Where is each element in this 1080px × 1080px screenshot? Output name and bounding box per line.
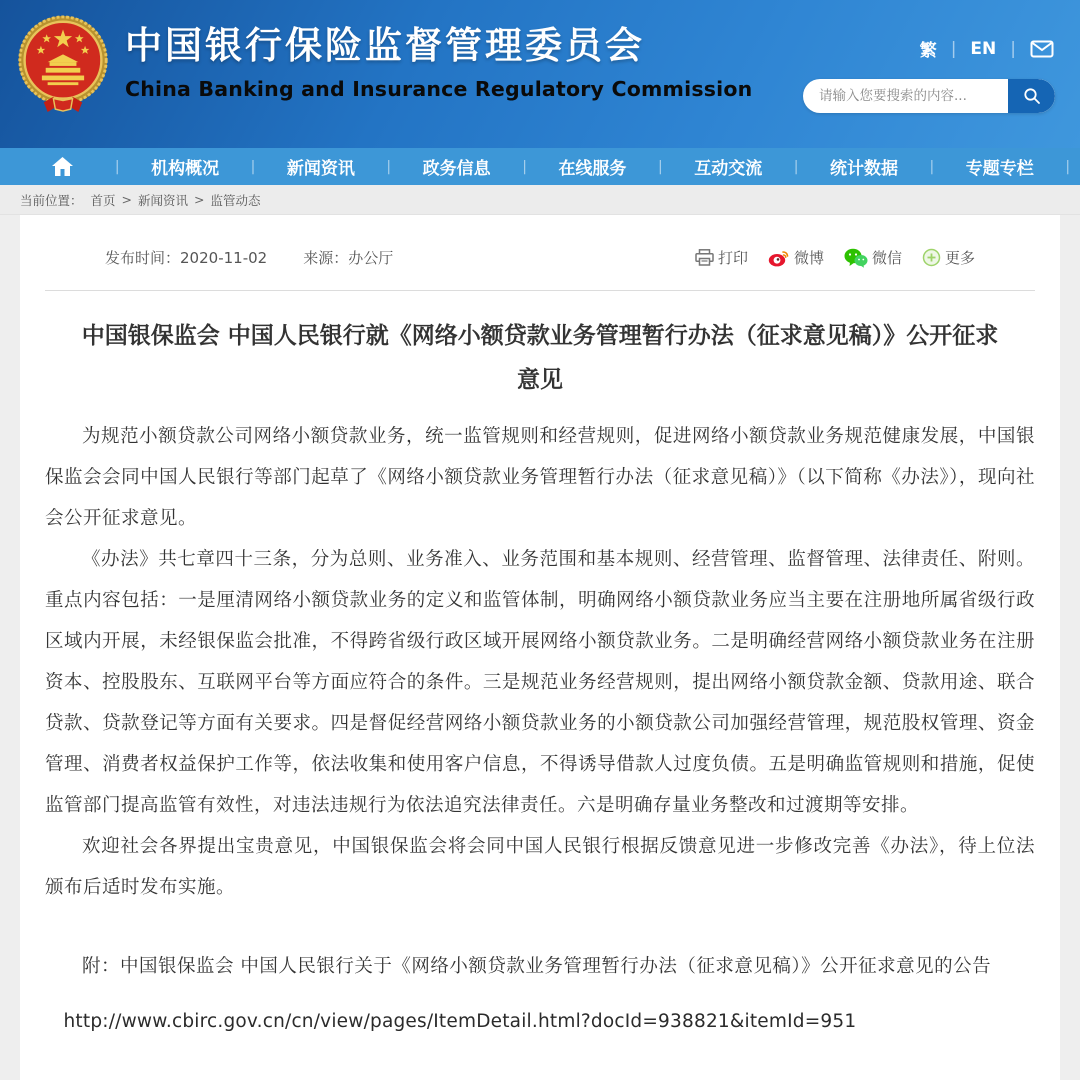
nav-separator: |: [929, 158, 935, 175]
article-paragraph: 《办法》共七章四十三条，分为总则、业务准入、业务范围和基本规则、经营管理、监督管理、法律责任、附则。重点内容包括：一是厘清网络小额贷款业务的定义和监管体制，明确网络小额贷款业务应当主要在注册地所属省级行政区域内开展，未经银保监会批准，不得跨省级行政区域开展网络小额贷款业务。二是明确经营网络小额贷款业务在注册资本、控股股东、互联网平台等方面应符合的条件。三是规范业务经营规则，提出网络小额贷款金额、贷款用途、联合贷款、贷款登记等方面有关要求。四是督促经营网络小额贷款业务的小额贷款公司加强经营管理，规范股权管理、资金管理、消费者权益保护工作等，依法收集和使用客户信息，不得诱导借款人过度负债。五是明确监管规则和措施，促使监管部门提高监管有效性，对违法违规行为依法追究法律责任。六是明确存量业务整改和过渡期等安排。: [45, 549, 1035, 817]
breadcrumb-separator: >: [194, 192, 205, 207]
nav-separator: |: [1065, 158, 1071, 175]
nav-separator: |: [114, 158, 120, 175]
publish-time: [105, 247, 267, 268]
print-button[interactable]: [695, 247, 748, 268]
breadcrumb-news[interactable]: 新闻资讯: [138, 192, 189, 208]
breadcrumb-separator: >: [121, 192, 133, 207]
main-nav: [0, 148, 1080, 185]
language-bar: [920, 36, 1054, 61]
weibo-label: 微博: [793, 249, 824, 267]
article-paragraph: 为规范小额贷款公司网络小额贷款业务，统一监管规则和经营规则，促进网络小额贷款业务规范健康发展，中国银保监会会同中国人民银行等部门起草了《网络小额贷款业务管理暂行办法（征求意见稿）》（以下简称《办法》），现向社会公开征求意见。: [45, 426, 1035, 530]
lang-traditional-chinese[interactable]: 繁: [919, 41, 937, 61]
breadcrumb: [0, 185, 1080, 215]
nav-item-zhengwuxinxi[interactable]: 政务信息: [422, 159, 491, 179]
article-paragraph: 欢迎社会各界提出宝贵意见，中国银保监会将会同中国人民银行根据反馈意见进一步修改完善《办法》，待上位法颁布后适时发布实施。: [45, 836, 1035, 899]
breadcrumb-label: 当前位置：: [20, 192, 83, 208]
nav-item-hudongjiaoliu[interactable]: 互动交流: [694, 159, 763, 179]
nav-item-jigougaikuang[interactable]: 机构概况: [151, 159, 220, 179]
nav-separator: |: [522, 158, 527, 175]
site-header: [0, 0, 1080, 148]
nav-separator: |: [386, 158, 392, 175]
site-titles: [125, 14, 752, 101]
nav-item-xinwenzixun[interactable]: 新闻资讯: [286, 159, 355, 179]
search-icon: [1023, 87, 1041, 105]
search-button[interactable]: [1008, 79, 1055, 113]
weibo-share-button[interactable]: [768, 247, 824, 268]
article-meta-row: [45, 247, 1035, 268]
publish-time-label: 发布时间：: [105, 249, 181, 267]
printer-icon: [695, 249, 714, 266]
share-toolbar: [695, 247, 975, 268]
nav-home-button[interactable]: [10, 157, 115, 176]
attachment-block: [45, 946, 1035, 1042]
article-body: [45, 408, 1035, 1042]
article-meta: [105, 247, 393, 268]
search-box: [803, 79, 1055, 113]
article-card: [20, 215, 1060, 1080]
weibo-icon: [768, 248, 790, 267]
meta-divider: [45, 290, 1035, 291]
lang-english[interactable]: EN: [970, 38, 997, 59]
nav-item-tongjishuju[interactable]: 统计数据: [830, 159, 898, 179]
nav-separator: |: [793, 158, 799, 175]
source: [303, 247, 393, 268]
national-emblem-icon: [15, 14, 111, 114]
search-input[interactable]: [803, 88, 1008, 104]
more-share-button[interactable]: [922, 247, 975, 268]
wechat-label: 微信: [871, 249, 902, 267]
nav-item-zaixianfuwu[interactable]: 在线服务: [558, 159, 627, 179]
attachment-url: http://www.cbirc.gov.cn/cn/view/pages/ItemDetail.html?docId=938821&itemId=951: [63, 1011, 857, 1033]
publish-date: 2020-11-02: [180, 249, 268, 267]
more-label: 更多: [944, 249, 975, 267]
nav-separator: |: [250, 158, 256, 175]
plus-circle-icon: [922, 248, 941, 267]
wechat-icon: [844, 248, 868, 268]
home-icon: [52, 157, 73, 176]
breadcrumb-regulatory-updates[interactable]: 监管动态: [210, 192, 261, 208]
article-title: 中国银保监会 中国人民银行就《网络小额贷款业务管理暂行办法（征求意见稿）》公开征求意见: [81, 323, 999, 393]
site-logo[interactable]: [15, 14, 752, 114]
lang-separator: |: [1010, 38, 1016, 59]
nav-separator: |: [657, 158, 663, 175]
nav-item-zhuantizhuanlan[interactable]: 专题专栏: [965, 159, 1034, 179]
site-title-english: China Banking and Insurance Regulatory Commission: [125, 77, 753, 102]
site-title-chinese: 中国银行保险监督管理委员会: [125, 24, 645, 67]
attachment-title: 附：中国银保监会 中国人民银行关于《网络小额贷款业务管理暂行办法（征求意见稿）》公开征求意见的公告: [82, 956, 992, 978]
source-value: 办公厅: [348, 249, 394, 267]
source-label: 来源：: [303, 249, 349, 267]
print-label: 打印: [717, 249, 748, 267]
mail-icon[interactable]: [1030, 40, 1054, 58]
wechat-share-button[interactable]: [844, 247, 902, 268]
lang-separator: |: [950, 38, 957, 59]
breadcrumb-home[interactable]: 首页: [90, 192, 116, 208]
